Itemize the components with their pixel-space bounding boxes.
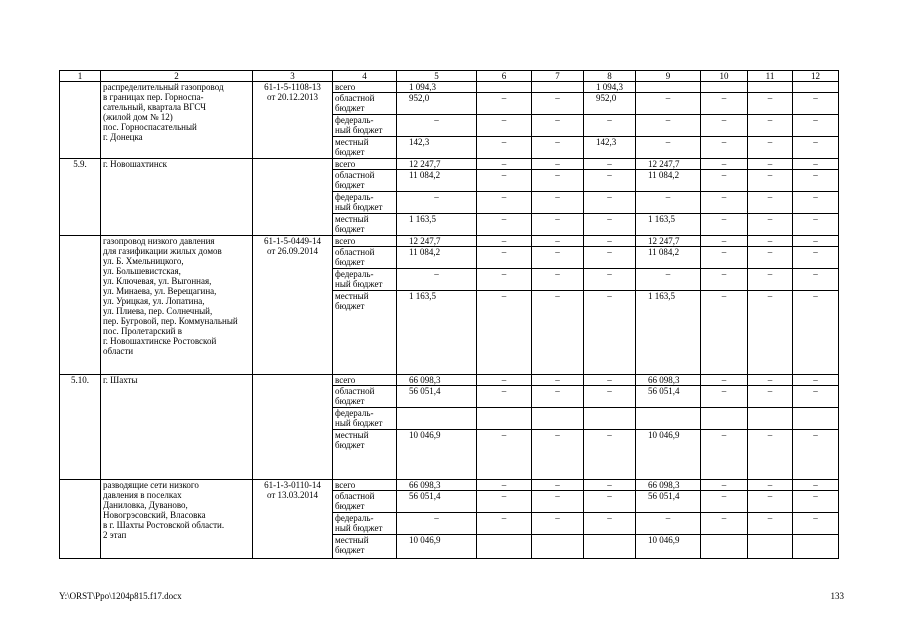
amount-cell: 66 098,3 [636, 480, 701, 491]
funding-source: местный бюджет [333, 137, 397, 159]
funding-source: всего [333, 236, 397, 247]
amount-cell: – [636, 192, 701, 214]
item-number: 5.9. [60, 159, 101, 236]
column-number: 6 [477, 71, 532, 82]
amount-cell: – [793, 170, 839, 192]
document-reference [253, 375, 333, 480]
amount-cell: – [477, 247, 532, 269]
amount-cell [748, 82, 793, 93]
amount-cell: 10 046,9 [397, 535, 477, 559]
amount-cell: – [532, 159, 584, 170]
amount-cell: – [793, 192, 839, 214]
amount-cell: – [701, 513, 748, 535]
amount-cell: – [584, 375, 636, 386]
amount-cell: – [793, 236, 839, 247]
amount-cell: – [748, 214, 793, 236]
amount-cell [532, 535, 584, 559]
amount-cell: – [701, 375, 748, 386]
funding-source: областной бюджет [333, 93, 397, 115]
funding-source: федераль- ный бюджет [333, 408, 397, 430]
amount-cell: 952,0 [584, 93, 636, 115]
amount-cell: – [477, 513, 532, 535]
column-number: 11 [748, 71, 793, 82]
item-number [60, 236, 101, 375]
amount-cell: – [748, 247, 793, 269]
amount-cell: – [748, 269, 793, 291]
amount-cell: 12 247,7 [636, 236, 701, 247]
amount-cell: – [477, 291, 532, 375]
amount-cell: – [793, 269, 839, 291]
amount-cell: 66 098,3 [397, 375, 477, 386]
amount-cell [793, 535, 839, 559]
amount-cell [584, 408, 636, 430]
amount-cell: – [584, 291, 636, 375]
amount-cell: 1 163,5 [636, 291, 701, 375]
amount-cell: 12 247,7 [636, 159, 701, 170]
amount-cell: – [477, 430, 532, 480]
column-number: 5 [397, 71, 477, 82]
amount-cell: – [748, 192, 793, 214]
amount-cell: 56 051,4 [397, 386, 477, 408]
amount-cell: – [793, 491, 839, 513]
amount-cell: – [397, 269, 477, 291]
table-row [60, 375, 839, 386]
amount-cell: 1 163,5 [397, 291, 477, 375]
amount-cell: – [701, 491, 748, 513]
amount-cell: – [584, 214, 636, 236]
amount-cell: – [532, 375, 584, 386]
amount-cell: – [477, 375, 532, 386]
budget-table [59, 70, 839, 559]
amount-cell: – [793, 214, 839, 236]
amount-cell: – [701, 236, 748, 247]
amount-cell: – [748, 513, 793, 535]
table-row [60, 82, 839, 93]
amount-cell [793, 82, 839, 93]
amount-cell: – [748, 93, 793, 115]
amount-cell: – [748, 430, 793, 480]
amount-cell: – [636, 269, 701, 291]
funding-source: местный бюджет [333, 291, 397, 375]
column-number: 1 [60, 71, 101, 82]
amount-cell: – [532, 269, 584, 291]
amount-cell: 142,3 [584, 137, 636, 159]
amount-cell: 12 247,7 [397, 159, 477, 170]
amount-cell: – [748, 375, 793, 386]
amount-cell: – [584, 115, 636, 137]
amount-cell: – [793, 247, 839, 269]
amount-cell: – [793, 115, 839, 137]
amount-cell: – [748, 159, 793, 170]
document-reference: 61-1-5-0449-14 от 26.09.2014 [253, 236, 333, 375]
amount-cell: – [584, 386, 636, 408]
document-reference [253, 159, 333, 236]
amount-cell: 952,0 [397, 93, 477, 115]
amount-cell: – [748, 386, 793, 408]
amount-cell [636, 408, 701, 430]
amount-cell: – [532, 247, 584, 269]
amount-cell: 66 098,3 [636, 375, 701, 386]
item-name: г. Шахты [101, 375, 253, 480]
amount-cell: 10 046,9 [636, 535, 701, 559]
amount-cell: – [793, 375, 839, 386]
amount-cell: – [748, 291, 793, 375]
amount-cell: – [532, 386, 584, 408]
amount-cell: – [701, 386, 748, 408]
amount-cell: – [793, 480, 839, 491]
amount-cell: – [701, 159, 748, 170]
amount-cell: – [636, 115, 701, 137]
column-number: 2 [101, 71, 253, 82]
amount-cell: – [397, 192, 477, 214]
funding-source: местный бюджет [333, 535, 397, 559]
amount-cell: – [748, 170, 793, 192]
amount-cell: 10 046,9 [636, 430, 701, 480]
column-number: 3 [253, 71, 333, 82]
amount-cell: – [793, 513, 839, 535]
amount-cell: – [584, 192, 636, 214]
funding-source: федераль- ный бюджет [333, 513, 397, 535]
amount-cell: – [532, 480, 584, 491]
document-reference: 61-1-5-1108-13 от 20.12.2013 [253, 82, 333, 159]
document-reference: 61-1-3-0110-14 от 13.03.2014 [253, 480, 333, 559]
amount-cell: 66 098,3 [397, 480, 477, 491]
amount-cell: – [532, 513, 584, 535]
amount-cell: – [636, 513, 701, 535]
amount-cell: 1 163,5 [397, 214, 477, 236]
column-number: 8 [584, 71, 636, 82]
amount-cell: 1 094,3 [584, 82, 636, 93]
funding-source: местный бюджет [333, 430, 397, 480]
amount-cell: – [701, 214, 748, 236]
column-number: 7 [532, 71, 584, 82]
amount-cell: 11 084,2 [397, 170, 477, 192]
amount-cell: 56 051,4 [636, 386, 701, 408]
table-row [60, 480, 839, 491]
amount-cell: 10 046,9 [397, 430, 477, 480]
funding-source: всего [333, 82, 397, 93]
amount-cell [748, 535, 793, 559]
funding-source: областной бюджет [333, 170, 397, 192]
amount-cell: – [793, 291, 839, 375]
amount-cell: – [477, 214, 532, 236]
funding-source: всего [333, 375, 397, 386]
table-row [60, 236, 839, 247]
amount-cell: – [397, 115, 477, 137]
amount-cell: – [793, 93, 839, 115]
amount-cell: – [701, 93, 748, 115]
item-name: распределительный газопровод в границах пер. Горноспа- сательный, квартала ВГСЧ (жилой дом № 12) пос. Горноспасательный г. Донецка [101, 82, 253, 159]
amount-cell: – [477, 170, 532, 192]
amount-cell [532, 408, 584, 430]
amount-cell: – [636, 93, 701, 115]
amount-cell: – [532, 137, 584, 159]
funding-source: областной бюджет [333, 386, 397, 408]
footer-page-number: 133 [830, 591, 844, 601]
amount-cell: – [532, 93, 584, 115]
item-number: 5.10. [60, 375, 101, 480]
amount-cell [793, 408, 839, 430]
amount-cell: – [532, 291, 584, 375]
amount-cell: – [748, 491, 793, 513]
amount-cell: – [532, 491, 584, 513]
column-number-row [60, 71, 839, 82]
amount-cell [477, 408, 532, 430]
amount-cell: – [477, 269, 532, 291]
amount-cell: – [532, 236, 584, 247]
amount-cell: – [748, 115, 793, 137]
amount-cell: 56 051,4 [397, 491, 477, 513]
amount-cell: – [584, 159, 636, 170]
amount-cell: – [793, 386, 839, 408]
item-number [60, 480, 101, 559]
amount-cell: 12 247,7 [397, 236, 477, 247]
amount-cell [397, 408, 477, 430]
item-name: разводящие сети низкого давления в поселках Даниловка, Дуваново, Новогрэсовский, Власовка в г. Шахты Ростовской области. 2 этап [101, 480, 253, 559]
amount-cell: – [532, 170, 584, 192]
funding-source: федераль- ный бюджет [333, 192, 397, 214]
amount-cell: – [701, 247, 748, 269]
amount-cell: 11 084,2 [397, 247, 477, 269]
column-number: 10 [701, 71, 748, 82]
amount-cell: 56 051,4 [636, 491, 701, 513]
funding-source: федераль- ный бюджет [333, 115, 397, 137]
amount-cell: – [748, 236, 793, 247]
amount-cell [477, 82, 532, 93]
funding-source: областной бюджет [333, 247, 397, 269]
funding-source: местный бюджет [333, 214, 397, 236]
amount-cell: 1 163,5 [636, 214, 701, 236]
amount-cell: – [793, 159, 839, 170]
amount-cell [532, 82, 584, 93]
item-name: г. Новошахтинск [101, 159, 253, 236]
amount-cell: 11 084,2 [636, 247, 701, 269]
amount-cell: – [477, 491, 532, 513]
amount-cell: – [477, 192, 532, 214]
amount-cell [701, 535, 748, 559]
amount-cell: 11 084,2 [636, 170, 701, 192]
amount-cell: – [532, 214, 584, 236]
item-name: газопровод низкого давления для газификации жилых домов ул. Б. Хмельницкого, ул. Большевистская, ул. Ключевая, ул. Выгонная, ул. Минаева, ул. Верещагина, ул. Урицкая, ул. Лопатина, ул. Плиева, пер. Солнечный, пер. Бугровой, пер. Коммунальный пос. Пролетарский в г. Новошахтинске Ростовской области [101, 236, 253, 375]
amount-cell: – [532, 115, 584, 137]
funding-source: всего [333, 480, 397, 491]
amount-cell [701, 408, 748, 430]
amount-cell: – [584, 491, 636, 513]
amount-cell: – [701, 269, 748, 291]
amount-cell [748, 408, 793, 430]
amount-cell: – [584, 430, 636, 480]
amount-cell: – [477, 480, 532, 491]
funding-source: федераль- ный бюджет [333, 269, 397, 291]
amount-cell: – [701, 192, 748, 214]
amount-cell [584, 535, 636, 559]
amount-cell: – [584, 480, 636, 491]
amount-cell: – [793, 430, 839, 480]
column-number: 9 [636, 71, 701, 82]
amount-cell: – [793, 137, 839, 159]
amount-cell: – [477, 137, 532, 159]
amount-cell: – [701, 170, 748, 192]
funding-source: всего [333, 159, 397, 170]
amount-cell: – [477, 159, 532, 170]
amount-cell [701, 82, 748, 93]
amount-cell: – [532, 192, 584, 214]
amount-cell [636, 82, 701, 93]
amount-cell: – [477, 115, 532, 137]
amount-cell: – [701, 137, 748, 159]
amount-cell: – [701, 430, 748, 480]
amount-cell: – [584, 513, 636, 535]
amount-cell: – [701, 480, 748, 491]
amount-cell: – [584, 269, 636, 291]
column-number: 12 [793, 71, 839, 82]
amount-cell: – [636, 137, 701, 159]
amount-cell: – [748, 480, 793, 491]
column-number: 4 [333, 71, 397, 82]
amount-cell: – [397, 513, 477, 535]
item-number [60, 82, 101, 159]
amount-cell: – [477, 93, 532, 115]
amount-cell: – [584, 170, 636, 192]
amount-cell: – [701, 115, 748, 137]
amount-cell: 142,3 [397, 137, 477, 159]
footer-file-path: Y:\ORST\Ppo\1204p815.f17.docx [59, 591, 182, 601]
amount-cell: – [477, 236, 532, 247]
amount-cell: – [584, 236, 636, 247]
amount-cell: 1 094,3 [397, 82, 477, 93]
amount-cell: – [584, 247, 636, 269]
amount-cell: – [477, 386, 532, 408]
amount-cell [477, 535, 532, 559]
amount-cell: – [701, 291, 748, 375]
amount-cell: – [748, 137, 793, 159]
funding-source: областной бюджет [333, 491, 397, 513]
table-row [60, 159, 839, 170]
amount-cell: – [532, 430, 584, 480]
